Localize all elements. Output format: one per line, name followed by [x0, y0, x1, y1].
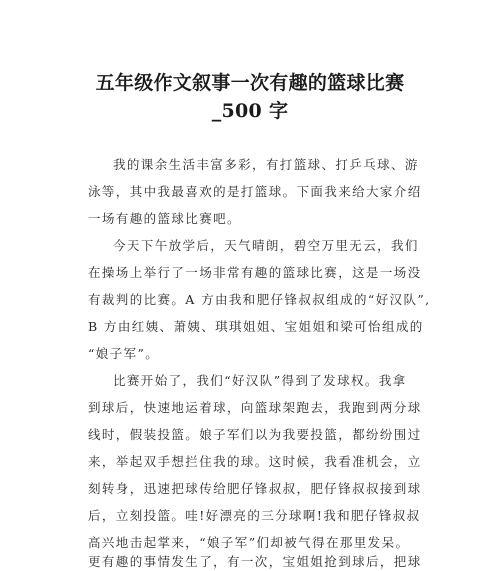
paragraph-line: 比赛开始了，我们“好汉队”得到了发球权。我拿: [113, 373, 407, 388]
paragraph-line: 高兴地击起掌来，“娘子军”们却被气得在那里发呆。: [88, 535, 410, 550]
document-title-suffix: _500 字: [211, 100, 289, 122]
paragraph-line: “娘子军”。: [88, 346, 160, 361]
paragraph-line: 更有趣的事情发生了，有一次，宝姐姐抢到球后，把球: [88, 554, 422, 569]
paragraph-line: 线时，假装投篮。娘子军们以为我要投篮，都纷纷围过: [88, 427, 422, 442]
document-title: 五年级作文叙事一次有趣的篮球比赛: [95, 72, 405, 94]
paragraph-line: 来，举起双手想拦住我的球。这时候，我看准机会，立: [88, 454, 422, 469]
paragraph-line: 今天下午放学后，天气晴朗，碧空万里无云，我们: [113, 238, 419, 253]
paragraph-line: 泳等，其中我最喜欢的是打篮球。下面我来给大家介绍: [88, 184, 422, 199]
paragraph-line: 刻转身，迅速把球传给肥仔锋叔叔，肥仔锋叔叔接到球: [88, 481, 422, 496]
paragraph-line: 在操场上举行了一场非常有趣的篮球比赛，这是一场没: [88, 265, 422, 280]
paragraph-line: 我的课余生活丰富多彩，有打篮球、打乒乓球、游: [113, 157, 419, 172]
paragraph-line: 到球后，快速地运着球，向篮球架跑去，我跑到两分球: [88, 400, 422, 415]
paragraph-line: 一场有趣的篮球比赛吧。: [88, 211, 241, 226]
paragraph-line: B 方由红姨、萧姨、琪琪姐姐、宝姐姐和梁可怡组成的: [88, 319, 424, 334]
paragraph-line: 后，立刻投篮。哇!好漂亮的三分球啊!我和肥仔锋叔叔: [88, 508, 421, 523]
paragraph-line: 有裁判的比赛。A 方由我和肥仔锋叔叔组成的“好汉队”,: [88, 292, 431, 307]
